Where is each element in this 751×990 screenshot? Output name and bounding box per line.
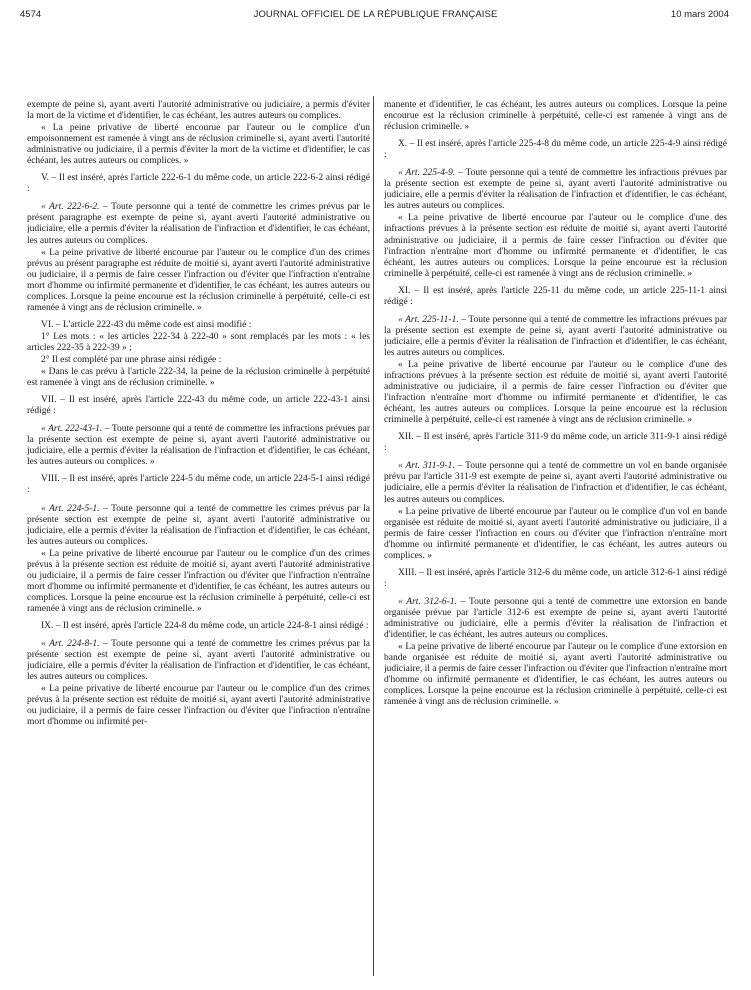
paragraph-text: manente et d'identifier, le cas échéant, les autres auteurs ou complices. Lorsque la peine encourue est la réclusion criminelle à perpétuité, celle-ci est ramenée à vingt ans de réclusion criminelle. » [384, 100, 727, 133]
article-paragraph [384, 461, 727, 505]
paragraph-text: VII. – Il est inséré, après l'article 222-43 du même code, un article 222-43-1 ainsi rédigé : [27, 395, 370, 417]
text-paragraph [384, 360, 727, 426]
paragraph-text: « La peine privative de liberté encourue par l'auteur ou le complice d'un vol en bande organisée est réduite de moitié si, ayant averti l'autorité administrative ou judiciaire, il a permis de faire cesser l'infraction en cours ou d'éviter que l'infraction n'entraîne mort d'homme ou infirmité permanente et d'identifier, le cas échéant, les autres auteurs ou complices. » [384, 506, 727, 561]
paragraph-text: 1° Les mots : « les articles 222-34 à 222-40 » sont remplacés par les mots : « les articles 222-35 à 222-39 » ; [27, 331, 370, 353]
paragraph-text: – Toute personne qui a tenté de commettre les crimes prévus par la présente section est exempte de peine si, ayant averti l'autorité administrative ou judiciaire, elle a permis d'éviter la réalisation de l'infraction et d'identifier, le cas échéant, les autres auteurs ou complices. [27, 503, 370, 547]
text-paragraph [384, 432, 727, 454]
article-paragraph [384, 315, 727, 359]
text-paragraph [384, 507, 727, 562]
text-paragraph [27, 395, 370, 417]
article-paragraph [27, 424, 370, 468]
right-column [384, 100, 727, 980]
paragraph-text: exempte de peine si, ayant averti l'autorité administrative ou judiciaire, a permis d'éviter la mort de la victime et d'identifier, le cas échéant, les autres auteurs ou complices. [27, 100, 370, 122]
paragraph-text: V. – Il est inséré, après l'article 222-6-1 du même code, un article 222-6-2 ainsi rédigé : [27, 173, 370, 195]
paragraph-text: « Dans le cas prévu à l'article 222-34, la peine de la réclusion criminelle à perpétuité est ramenée à vingt ans de réclusion criminelle. » [27, 367, 370, 389]
article-paragraph [384, 168, 727, 212]
paragraph-text: XIII. – Il est inséré, après l'article 312-6 du même code, un article 312-6-1 ainsi rédigé : [384, 567, 727, 589]
paragraph-text: – Toute personne qui a tenté de commettre une extorsion en bande organisée prévue par l'article 312-6 est exempte de peine si, ayant averti l'autorité administrative ou judiciaire, elle a permis d'éviter la réalisation de l'infraction et d'identifier, le cas échéant, les autres auteurs ou complices. [384, 596, 727, 641]
paragraph-text: 2° Il est complété par une phrase ainsi rédigée : [41, 354, 222, 365]
text-paragraph [384, 100, 727, 133]
left-column [27, 100, 370, 980]
paragraph-text: – Toute personne qui a tenté de commettre les infractions prévues par la présente section est exempte de peine si, ayant averti l'autorité administrative ou judiciaire, elle a permis d'éviter la réalisation de l'infraction et d'identifier, le cas échéant, les autres auteurs ou complices. » [27, 424, 370, 468]
article-reference: « Art. 311-9-1. [398, 461, 455, 472]
text-paragraph [27, 474, 370, 496]
paragraph-text: « La peine privative de liberté encourue par l'auteur ou le complice d'un empoisonnement est ramenée à vingt ans de réclusion criminelle si, ayant averti l'autorité administrative ou judiciaire, il a permis d'éviter la mort de la victime et d'identifier, le cas échéant, les autres auteurs ou complices. » [27, 123, 370, 167]
text-paragraph [27, 248, 370, 314]
paragraph-text: – Toute personne qui a tenté de commettre les crimes prévus par le présent paragraphe est exempte de peine si, ayant averti l'autorité administrative ou judiciaire, elle a permis d'éviter la réalisation de l'infraction et d'identifier, le cas échéant, les autres auteurs ou complices. [27, 202, 370, 246]
text-paragraph [384, 642, 727, 708]
article-paragraph [384, 597, 727, 641]
paragraph-text: – Toute personne qui a tenté de commettre les crimes prévus par la présente section est exempte de peine si, ayant averti l'autorité administrative ou judiciaire, elle a permis d'éviter la réalisation de l'infraction et d'identifier, le cas échéant, les autres auteurs ou complices. [27, 639, 370, 683]
text-paragraph [27, 100, 370, 122]
text-paragraph [384, 213, 727, 279]
column-divider [373, 96, 374, 976]
paragraph-text: X. – Il est inséré, après l'article 225-4-8 du même code, un article 225-4-9 ainsi rédigé : [384, 139, 727, 161]
page-number: 4574 [20, 9, 42, 20]
paragraph-text: « La peine privative de liberté encourue par l'auteur ou le complice d'une des infractions prévues à la présente section est réduite de moitié si, ayant averti l'autorité administrative ou judiciaire, il a permis de faire cesser l'infraction ou d'éviter que l'infraction n'entraîne mort d'homme ou infirmité permanente et d'identifier, le cas échéant, les autres auteurs ou complices. Lorsque la peine encourue est la réclusion criminelle à perpétuité, celle-ci est ramenée à vingt ans de réclusion criminelle. » [384, 213, 727, 279]
article-reference: « Art. 222-6-2. [41, 202, 100, 213]
article-paragraph [27, 639, 370, 683]
text-paragraph [27, 355, 370, 366]
paragraph-text: « La peine privative de liberté encourue par l'auteur ou le complice d'un des crimes prévus à la présente section est réduite de moitié si, ayant averti l'autorité administrative ou judiciaire, il a permis de faire cesser l'infraction ou d'éviter que l'infraction n'entraîne mort d'homme ou infirmité per- [27, 684, 370, 728]
paragraph-text: « La peine privative de liberté encourue par l'auteur ou le complice d'un des crimes prévus au présent paragraphe est réduite de moitié si, ayant averti l'autorité administrative ou judiciaire, il a permis de faire cesser l'infraction ou d'éviter que l'infraction n'entraîne mort d'homme ou infirmité permanente et d'identifier, le cas échéant, les autres auteurs ou complices. Lorsque la peine encourue est la réclusion criminelle à perpétuité, celle-ci est ramenée à vingt ans de réclusion criminelle. » [27, 247, 370, 313]
article-reference: « Art. 224-8-1. [41, 639, 100, 650]
page-header [0, 0, 751, 28]
article-reference: « Art. 312-6-1. [398, 596, 457, 607]
text-paragraph [384, 286, 727, 308]
article-reference: « Art. 225-4-9. [398, 168, 456, 179]
paragraph-text: XI. – Il est inséré, après l'article 225-11 du même code, un article 225-11-1 ainsi rédigé : [384, 285, 727, 307]
article-reference: « Art. 224-5-1. [41, 503, 100, 514]
journal-title: JOURNAL OFFICIEL DE LA RÉPUBLIQUE FRANÇAISE [253, 9, 498, 20]
text-paragraph [27, 173, 370, 195]
text-paragraph [27, 621, 370, 632]
article-reference: « Art. 222-43-1. [41, 424, 103, 435]
publication-date: 10 mars 2004 [670, 9, 729, 20]
text-paragraph [27, 549, 370, 615]
text-paragraph [27, 123, 370, 167]
article-paragraph [27, 504, 370, 548]
paragraph-text: « La peine privative de liberté encourue par l'auteur ou le complice d'une des infractions prévues à la présente section est réduite de moitié si, ayant averti l'autorité administrative ou judiciaire, il a permis de faire cesser l'infraction ou d'éviter que l'infraction n'entraîne mort d'homme ou infirmité permanente et d'identifier, le cas échéant, les autres auteurs ou complices. Lorsque la peine encourue est la réclusion criminelle à perpétuité, celle-ci est ramenée à vingt ans de réclusion criminelle. » [384, 359, 727, 426]
text-paragraph [27, 320, 370, 331]
text-paragraph [27, 367, 370, 389]
paragraph-text: « La peine privative de liberté encourue par l'auteur ou le complice d'un des crimes prévus à la présente section est réduite de moitié si, ayant averti l'autorité administrative ou judiciaire, il a permis de faire cesser l'infraction ou d'éviter que l'infraction n'entraîne mort d'homme ou infirmité permanente et d'identifier, le cas échéant, les autres auteurs ou complices. Lorsque la peine encourue est la réclusion criminelle à perpétuité, celle-ci est ramenée à vingt ans de réclusion criminelle. » [27, 548, 370, 614]
paragraph-text: IX. – Il est inséré, après l'article 224-8 du même code, un article 224-8-1 ainsi rédigé : [41, 620, 369, 631]
paragraph-text: – Toute personne qui a tenté de commettre les infractions prévues par la présente section est exempte de peine si, ayant averti l'autorité administrative ou judiciaire, elle a permis d'éviter la réalisation de l'infraction et d'identifier, le cas échéant, les autres auteurs ou complices. [384, 168, 727, 212]
paragraph-text: VIII. – Il est inséré, après l'article 224-5 du même code, un article 224-5-1 ainsi rédigé : [27, 474, 370, 496]
paragraph-text: – Toute personne qui a tenté de commettre un vol en bande organisée prévu par l'article 311-9 est exempte de peine si, ayant averti l'autorité administrative ou judiciaire, elle a permis d'éviter la réalisation de l'infraction et d'identifier, le cas échéant, les autres auteurs ou complices. [384, 461, 727, 505]
text-paragraph [27, 684, 370, 728]
text-paragraph [384, 139, 727, 161]
article-paragraph [27, 202, 370, 246]
paragraph-text: – Toute personne qui a tenté de commettre les infractions prévues par la présente section est exempte de peine si, ayant averti l'autorité administrative ou judiciaire, elle a permis d'éviter la réalisation de l'infraction et d'identifier, le cas échéant, les autres auteurs ou complices. [384, 314, 727, 358]
text-paragraph [384, 568, 727, 590]
paragraph-text: VI. – L'article 222-43 du même code est ainsi modifié : [41, 319, 252, 330]
text-paragraph [27, 332, 370, 354]
article-reference: « Art. 225-11-1. [398, 314, 459, 325]
paragraph-text: XII. – Il est inséré, après l'article 311-9 du même code, un article 311-9-1 ainsi rédigé : [384, 432, 727, 454]
paragraph-text: « La peine privative de liberté encourue par l'auteur ou le complice d'une extorsion en bande organisée est réduite de moitié si, ayant averti l'autorité administrative ou judiciaire, il a permis de faire cesser l'infraction ou d'éviter que l'infraction n'entraîne mort d'homme ou infirmité permanente et d'identifier, le cas échéant, les autres auteurs ou complices. Lorsque la peine encourue est la réclusion criminelle à perpétuité, celle-ci est ramenée à vingt ans de réclusion criminelle. » [384, 642, 727, 708]
